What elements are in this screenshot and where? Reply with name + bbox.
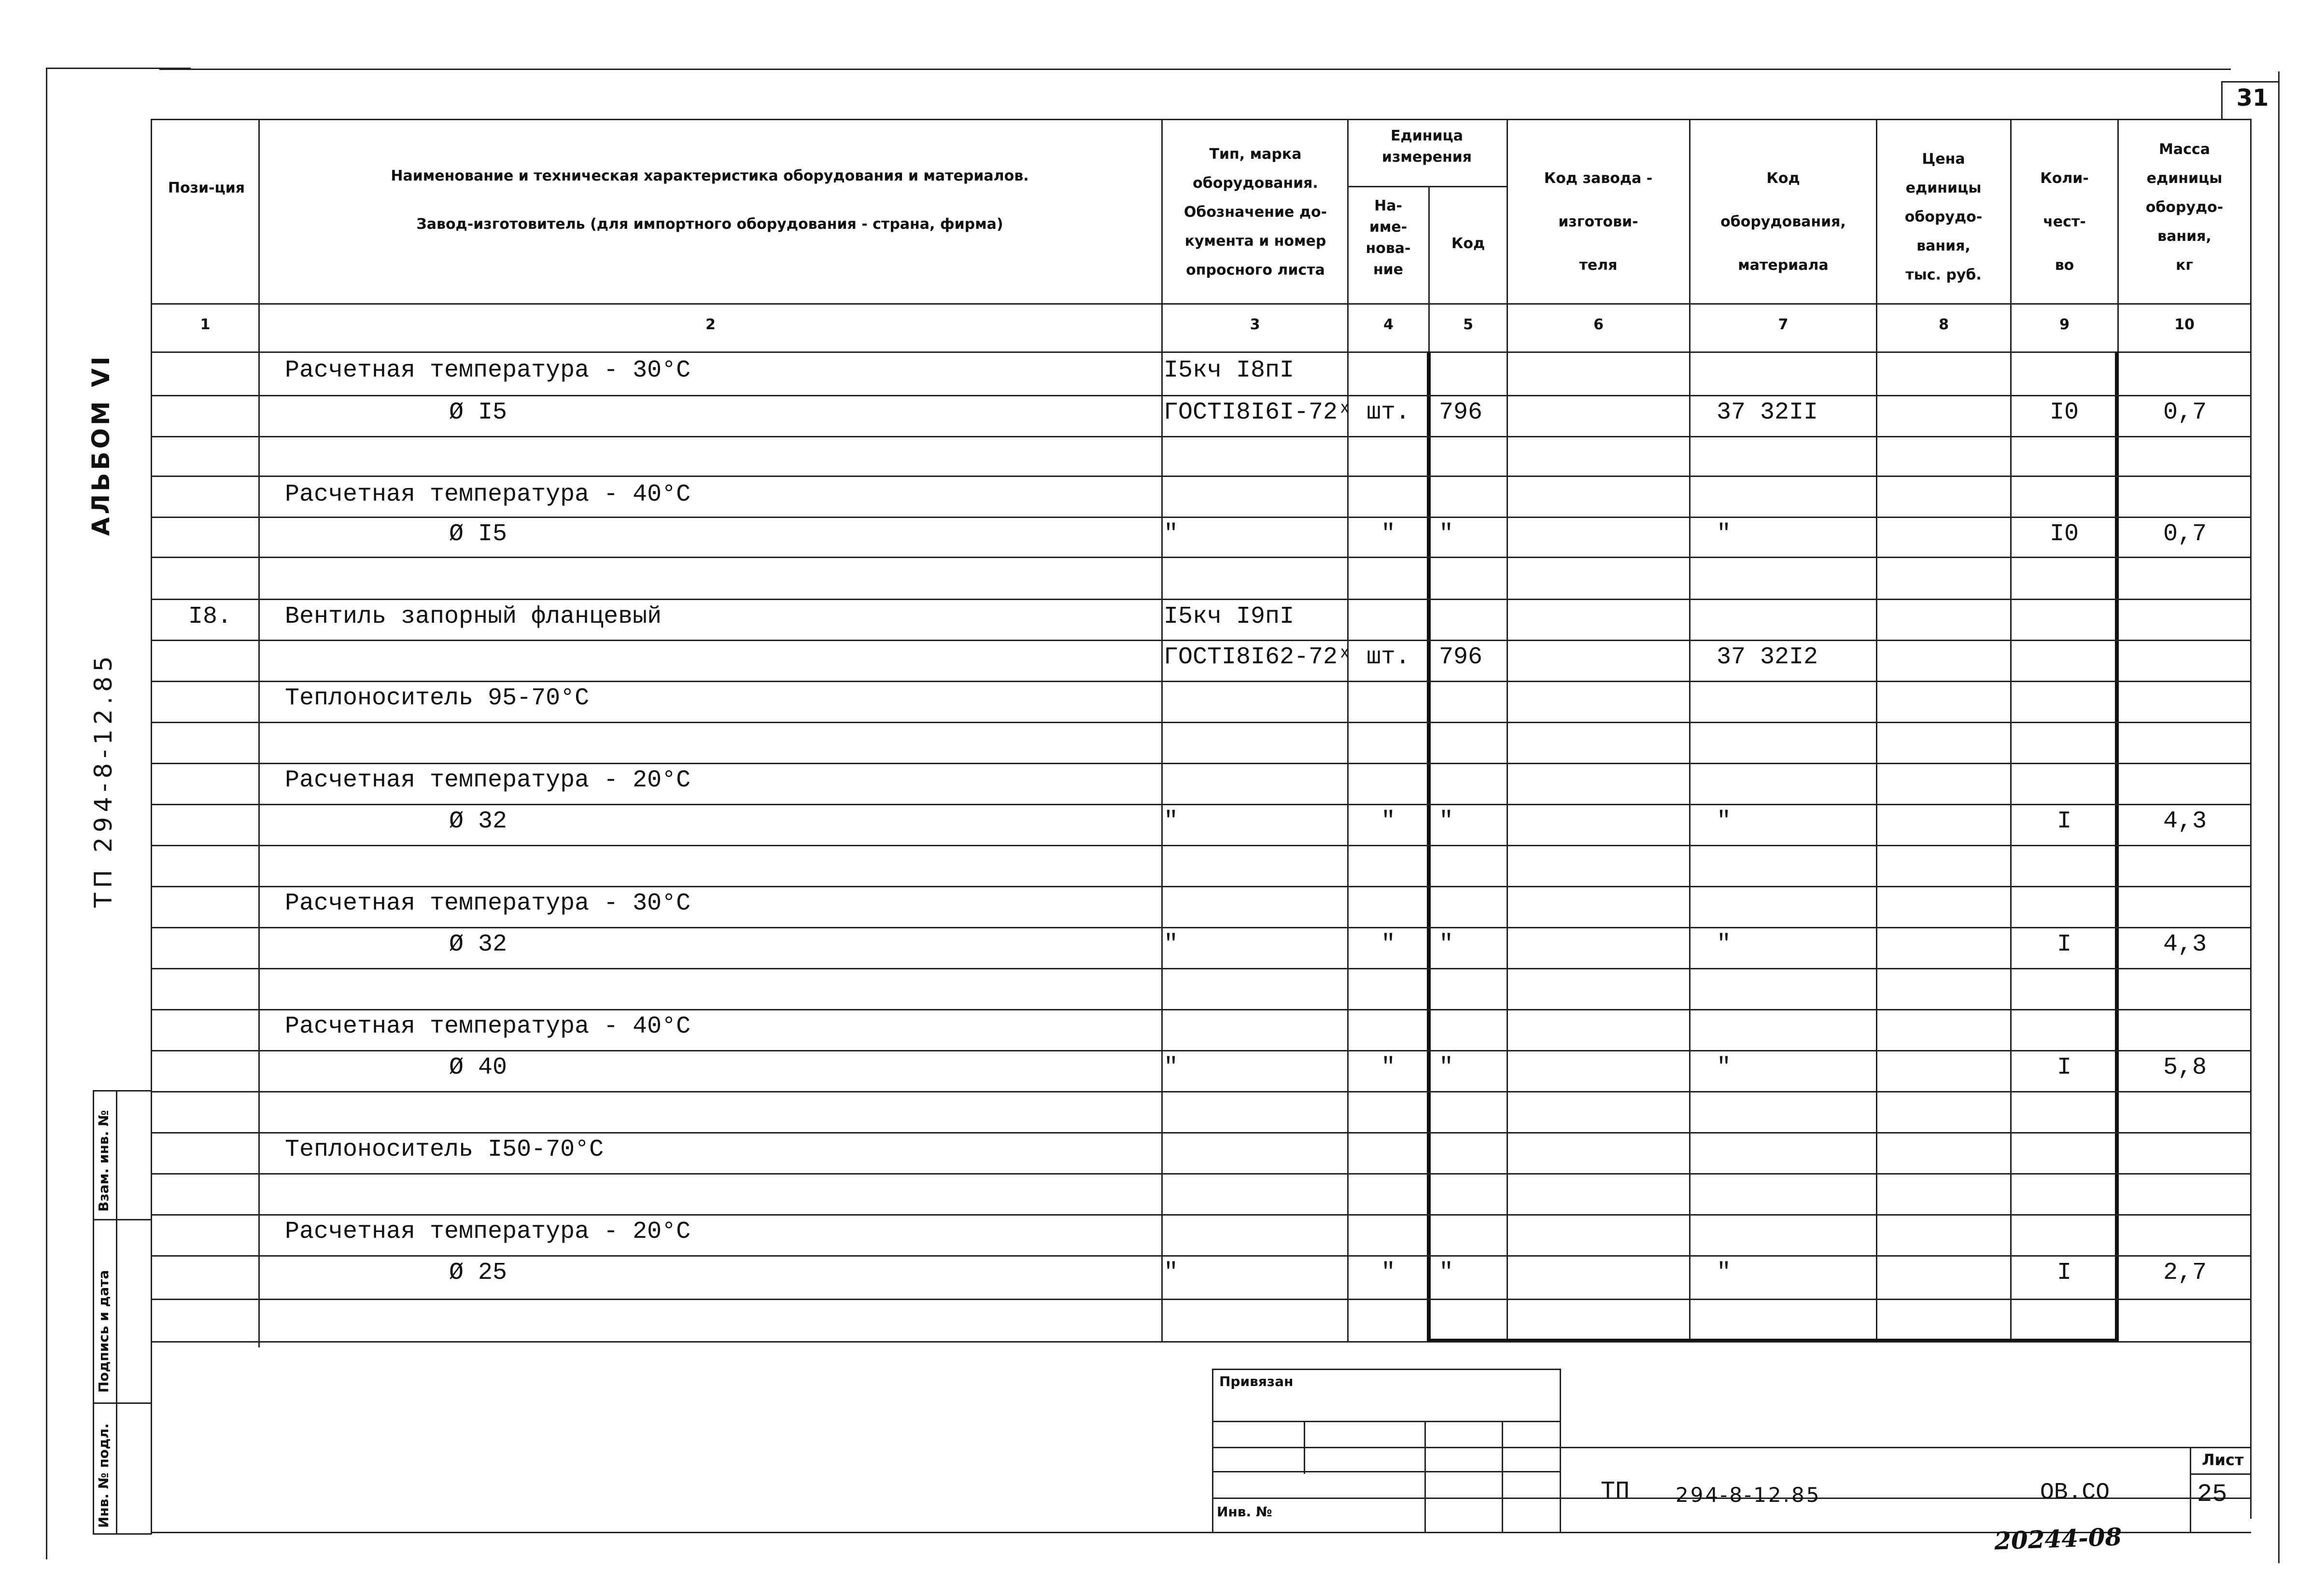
cell-type: I5кч I9пI: [1164, 603, 1295, 630]
album-label: АЛЬБОМ VI: [87, 353, 115, 536]
header-unit: Единица измерения: [1381, 127, 1472, 166]
header-mass: Масса единицы оборудо- вания, кг: [2145, 141, 2224, 274]
sheet-number-top: 31: [2236, 84, 2269, 112]
col-num: 7: [1778, 316, 1789, 333]
cell-mass: 0,7: [2163, 399, 2207, 426]
header-name-line2: Завод-изготовитель (для импортного оборудования - страна, фирма): [416, 216, 1003, 233]
inv-no-label: Инв. №: [1217, 1504, 1272, 1520]
cell-type: ": [1164, 1054, 1179, 1081]
cell-equip-code: ": [1717, 1259, 1732, 1287]
cell-equip-code: ": [1717, 1054, 1732, 1081]
cell-name: Ø I5: [449, 520, 507, 548]
cell-unit-code: ": [1439, 520, 1454, 548]
cell-unit: шт.: [1366, 399, 1410, 426]
header-unit-name: На- име- нова- ние: [1366, 197, 1411, 278]
header-unit-code: Код: [1451, 235, 1485, 252]
header-type: Тип, марка оборудования. Обозначение до- кумента и номер опросного листа: [1183, 146, 1327, 279]
col-num: 8: [1939, 316, 1949, 333]
cell-equip-code: ": [1717, 520, 1732, 548]
cell-qty: I: [2056, 808, 2071, 835]
cell-unit-code: ": [1439, 1054, 1454, 1081]
vzam-inv-label: Взам. инв. №: [96, 1110, 112, 1212]
col-num: 5: [1463, 316, 1473, 333]
cell-type: ": [1164, 808, 1179, 835]
cell-unit: шт.: [1366, 644, 1410, 671]
header-name-line1: Наименование и техническая характеристика оборудования и материалов.: [391, 168, 1029, 184]
cell-unit-code: ": [1439, 1259, 1454, 1287]
header-qty: Коли- чест- во: [2040, 170, 2089, 274]
handwritten-number: 20244-08: [1994, 1522, 2123, 1555]
cell-name: Расчетная температура - 40°С: [285, 1013, 691, 1040]
cell-name: Расчетная температура - 20°С: [285, 1218, 691, 1246]
header-equip-code: Код оборудования, материала: [1720, 170, 1846, 274]
cell-mass: 4,3: [2163, 931, 2207, 958]
cell-qty: I: [2056, 1054, 2071, 1081]
podpis-data-label: Подпись и дата: [96, 1270, 112, 1393]
cell-name: Ø 32: [449, 808, 507, 835]
doc-mark: ОВ.СО: [2040, 1480, 2110, 1506]
cell-type: ГОСТI8I6I-72ˣ: [1164, 399, 1352, 426]
col-num: 4: [1383, 316, 1394, 333]
project-side-label: ТП 294-8-12.85: [89, 651, 117, 908]
header-position: Пози-ция: [168, 180, 245, 196]
cell-equip-code: 37 32II: [1717, 399, 1818, 426]
cell-name: Расчетная температура - 30°С: [285, 357, 691, 384]
cell-name: Вентиль запорный фланцевый: [285, 603, 662, 630]
cell-name: Расчетная температура - 30°С: [285, 890, 691, 917]
doc-code: 294-8-12.85: [1676, 1483, 1821, 1507]
col-num: 1: [200, 316, 211, 333]
cell-type: I5кч I8пI: [1164, 357, 1295, 384]
cell-mass: 5,8: [2163, 1054, 2207, 1081]
cell-qty: I0: [2049, 399, 2079, 426]
cell-equip-code: ": [1717, 808, 1732, 835]
cell-unit: ": [1380, 520, 1395, 548]
cell-unit: ": [1380, 808, 1395, 835]
inv-podl-label: Инв. № подл.: [96, 1423, 112, 1528]
cell-mass: 4,3: [2163, 808, 2207, 835]
cell-name: Расчетная температура - 20°С: [285, 767, 691, 794]
tp-label: ТП: [1601, 1478, 1630, 1505]
cell-type: ": [1164, 931, 1179, 958]
cell-type: ": [1164, 1259, 1179, 1287]
cell-unit: ": [1380, 1054, 1395, 1081]
header-price: Цена единицы оборудо- вания, тыс. руб.: [1904, 151, 1983, 283]
cell-equip-code: ": [1717, 931, 1732, 958]
header-maker-code: Код завода - изготови- теля: [1544, 170, 1653, 274]
cell-name: Расчетная температура - 40°С: [285, 481, 691, 508]
cell-unit: ": [1380, 931, 1395, 958]
cell-name: Ø 40: [449, 1054, 507, 1081]
cell-unit-code: ": [1439, 808, 1454, 835]
cell-unit-code: ": [1439, 931, 1454, 958]
cell-name: Теплоноситель 95-70°С: [285, 685, 590, 712]
cell-name: Ø 32: [449, 931, 507, 958]
col-num: 3: [1250, 316, 1260, 333]
privyazan-label: Привязан: [1219, 1373, 1294, 1389]
cell-mass: 2,7: [2163, 1259, 2207, 1287]
col-num: 6: [1593, 316, 1604, 333]
cell-type: ": [1164, 520, 1179, 548]
cell-unit-code: 796: [1439, 399, 1483, 426]
col-num: 10: [2174, 316, 2195, 333]
cell-name: Теплоноситель I50-70°С: [285, 1136, 604, 1163]
cell-qty: I: [2056, 1259, 2071, 1287]
cell-mass: 0,7: [2163, 520, 2207, 548]
col-num: 2: [705, 316, 716, 333]
cell-qty: I: [2056, 931, 2071, 958]
cell-name: Ø 25: [449, 1259, 507, 1287]
cell-type: ГОСТI8I62-72ˣ: [1164, 644, 1352, 671]
cell-position: I8.: [188, 603, 232, 630]
cell-name: Ø I5: [449, 399, 507, 426]
cell-unit: ": [1380, 1259, 1395, 1287]
cell-equip-code: 37 32I2: [1717, 644, 1818, 671]
cell-qty: I0: [2049, 520, 2079, 548]
sheet-label: Лист: [2202, 1451, 2244, 1469]
col-num: 9: [2059, 316, 2070, 333]
cell-unit-code: 796: [1439, 644, 1483, 671]
sheet-number: 25: [2197, 1480, 2227, 1509]
